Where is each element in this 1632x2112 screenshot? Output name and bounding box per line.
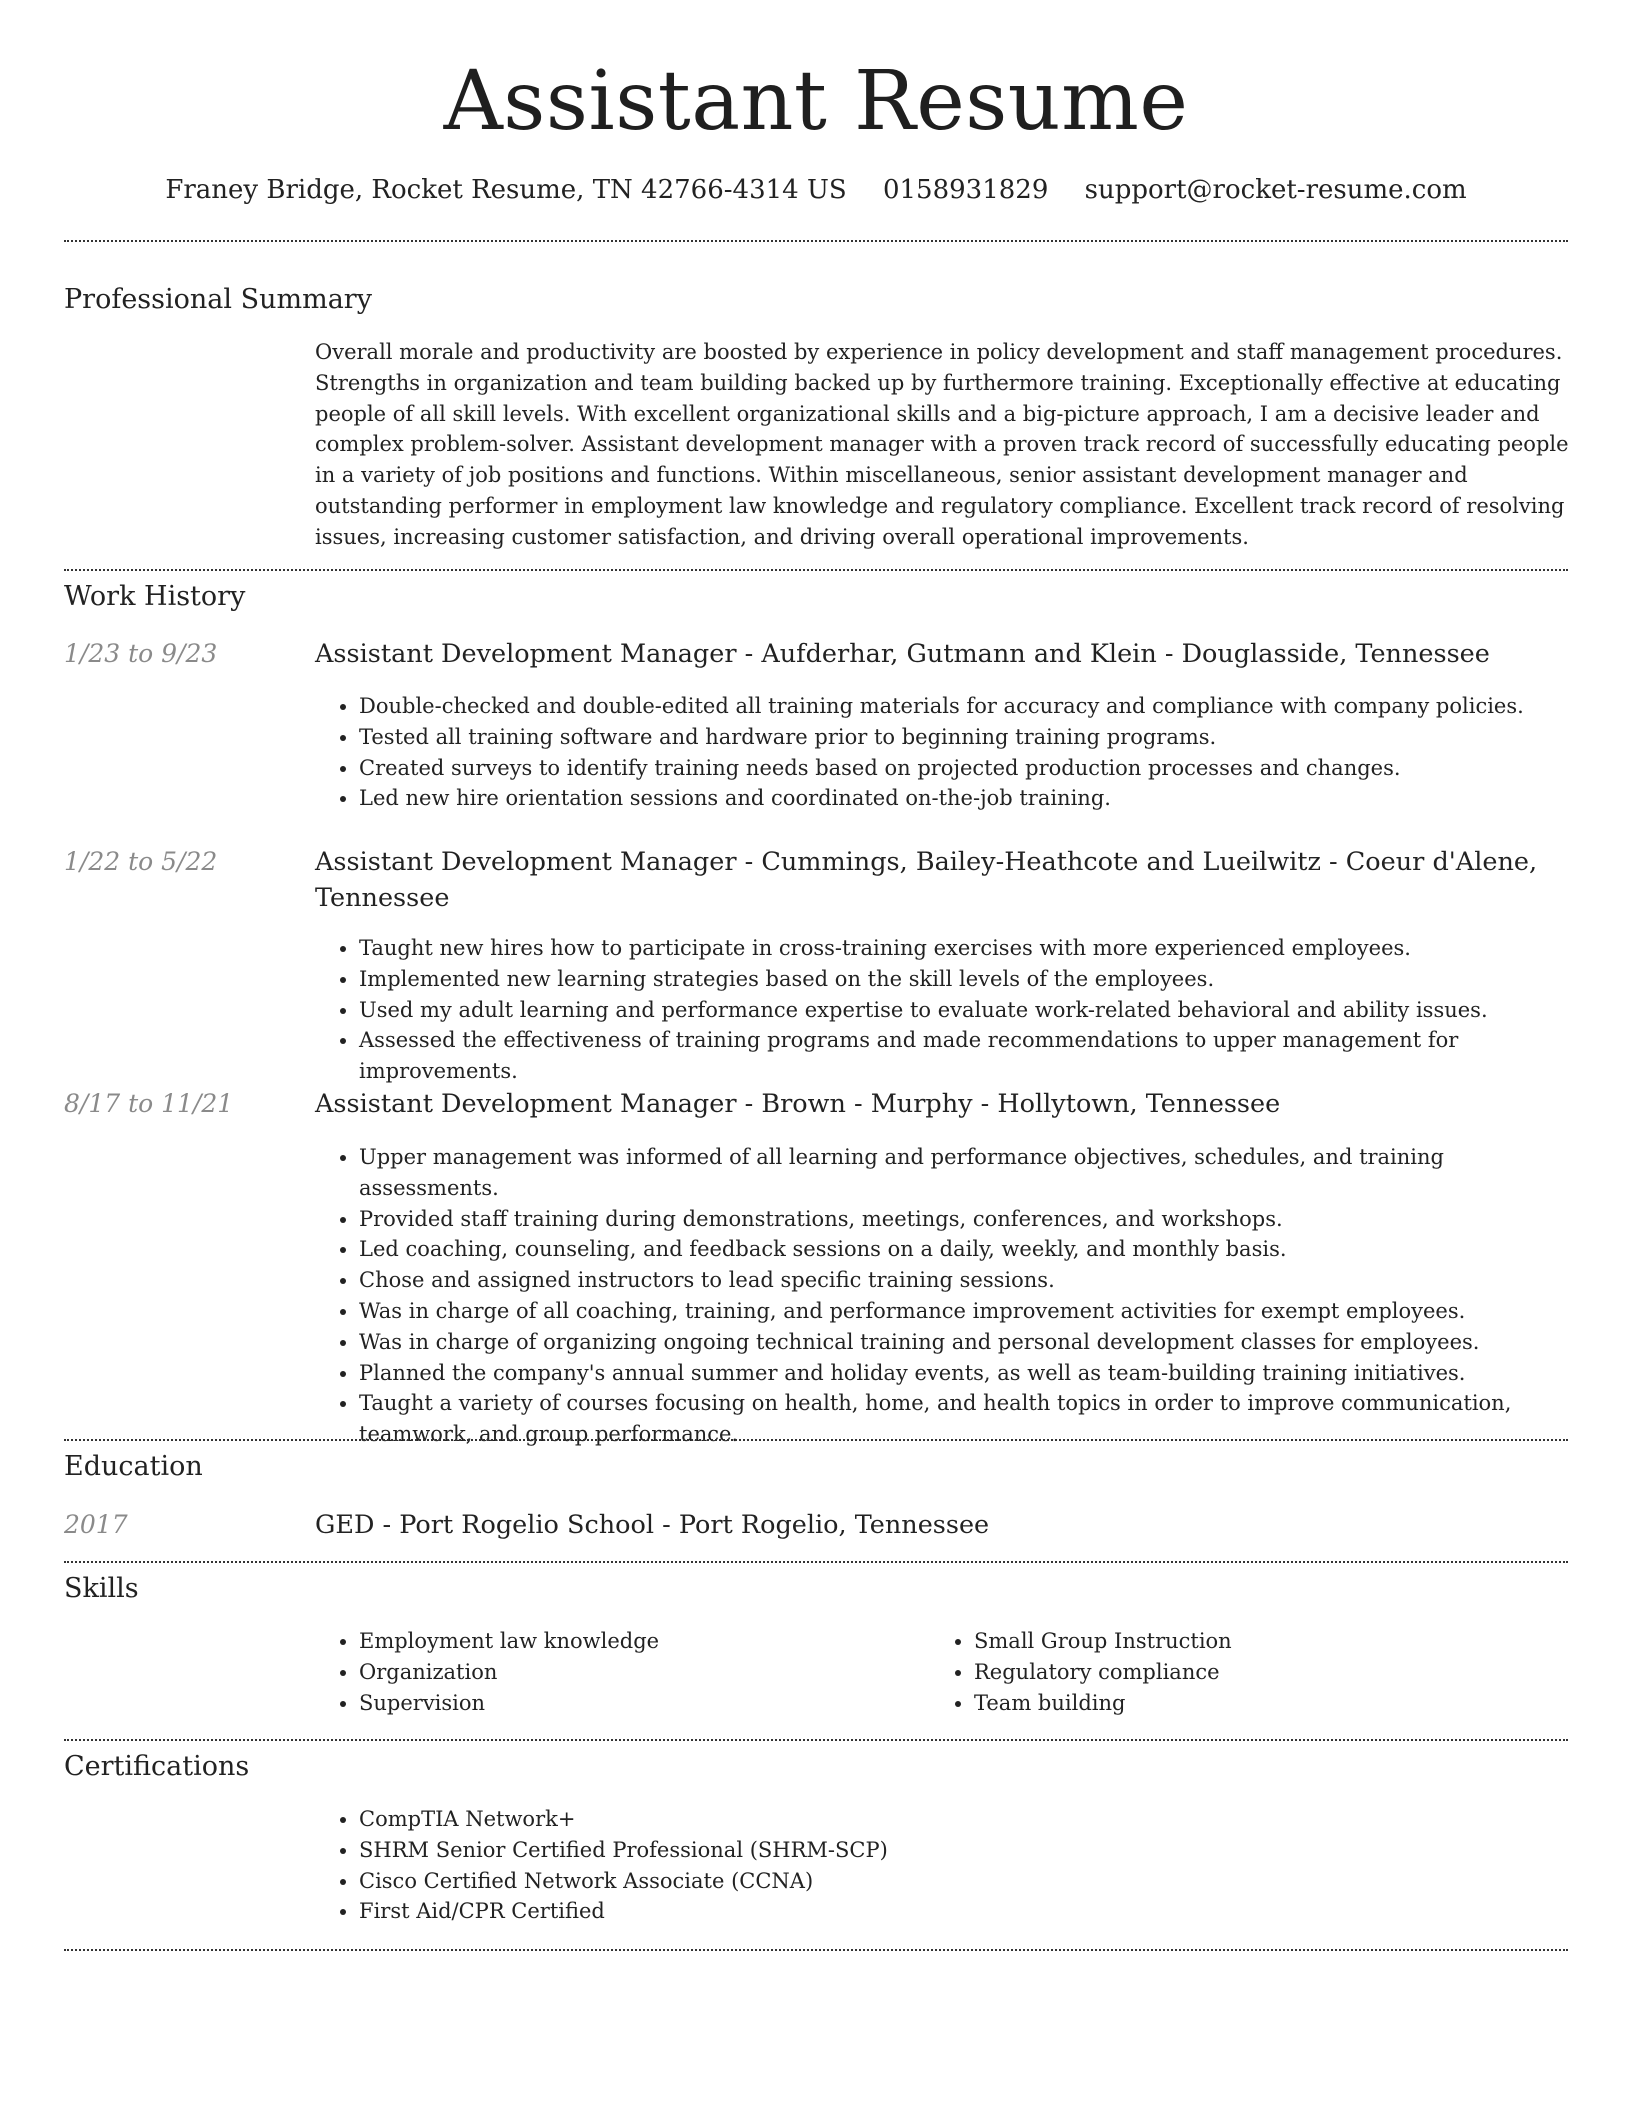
job-dates: 8/17 to 11/21 [64, 1089, 234, 1118]
job-dates: 1/22 to 5/22 [64, 847, 218, 876]
section-title-skills: Skills [64, 1573, 139, 1604]
summary-text: Overall morale and productivity are boosted by experience in policy development and staff management procedures. Strengths in organization and team building backed up by furthermore training. Exceptionally effective at educating people of all skill levels. With excellent organizational skills and a big-picture approach, I am a decisive leader and complex problem-solver. Assistant development manager with a proven track record of successfully educating people in a variety of job positions and functions. Within miscellaneous, senior assistant development manager and outstanding performer in employment law knowledge and regulatory compliance. Excellent track record of resolving issues, increasing customer satisfaction, and driving overall operational improvements. [315, 340, 1569, 549]
job-bullet: • Upper management was informed of all learning and performance objectives, schedules, and training assessments. [359, 1142, 1529, 1204]
job-title: Assistant Development Manager - Cummings, Bailey-Heathcote and Lueilwitz - Coeur d'Alene, Tennessee [315, 847, 1538, 913]
job-bullets [315, 1142, 1529, 1450]
job-bullet: • Double-checked and double-edited all training materials for accuracy and compliance with company policies. [359, 691, 1568, 722]
divider [64, 1949, 1568, 1951]
job-dates: 1/23 to 9/23 [64, 639, 218, 668]
contact-phone: 0158931829 [882, 175, 1049, 205]
education-year: 2017 [64, 1510, 128, 1539]
skill-item: • Supervision [359, 1688, 919, 1719]
job-title: Assistant Development Manager - Aufderhar, Gutmann and Klein - Douglasside, Tennessee [315, 639, 1490, 669]
job-bullet: • Was in charge of organizing ongoing technical training and personal development classes for employees. [359, 1327, 1529, 1358]
certification-item: • CompTIA Network+ [359, 1804, 1559, 1835]
section-title-work-history: Work History [64, 581, 246, 612]
resume-name: Assistant Resume [443, 54, 1189, 149]
certification-item: • First Aid/CPR Certified [359, 1896, 1559, 1927]
skill-item: • Team building [974, 1688, 1534, 1719]
job-bullets [315, 691, 1568, 814]
job-bullet: • Taught a variety of courses focusing on health, home, and health topics in order to improve communication, teamwork, and group performance. [359, 1388, 1529, 1450]
job-bullet: • Planned the company's annual summer and holiday events, as well as team-building training initiatives. [359, 1358, 1529, 1389]
divider [64, 240, 1568, 242]
job-bullet: • Provided staff training during demonstrations, meetings, conferences, and workshops. [359, 1204, 1529, 1235]
skills-list-left [315, 1626, 919, 1718]
divider [64, 1561, 1568, 1563]
job-bullet: • Chose and assigned instructors to lead specific training sessions. [359, 1265, 1529, 1296]
certifications-list [315, 1804, 1559, 1927]
divider [64, 569, 1568, 571]
job-bullet: • Led coaching, counseling, and feedback sessions on a daily, weekly, and monthly basis. [359, 1234, 1529, 1265]
contact-email: support@rocket-resume.com [1084, 175, 1467, 205]
job-bullet: • Assessed the effectiveness of training programs and made recommendations to upper management for improvements. [359, 1025, 1574, 1087]
section-title-summary: Professional Summary [64, 284, 372, 315]
skill-item: • Organization [359, 1657, 919, 1688]
section-title-certifications: Certifications [64, 1751, 250, 1782]
contact-line [64, 172, 1568, 208]
job-bullet: • Used my adult learning and performance expertise to evaluate work-related behavioral and ability issues. [359, 995, 1574, 1026]
skill-item: • Employment law knowledge [359, 1626, 919, 1657]
skill-item: • Small Group Instruction [974, 1626, 1534, 1657]
skills-list-right [930, 1626, 1534, 1718]
education-entry: GED - Port Rogelio School - Port Rogelio, Tennessee [315, 1510, 990, 1540]
job-bullet: • Implemented new learning strategies based on the skill levels of the employees. [359, 964, 1574, 995]
job-bullet: • Tested all training software and hardware prior to beginning training programs. [359, 722, 1568, 753]
job-bullet: • Taught new hires how to participate in cross-training exercises with more experienced employees. [359, 933, 1574, 964]
job-title: Assistant Development Manager - Brown - Murphy - Hollytown, Tennessee [315, 1089, 1281, 1119]
certification-item: • SHRM Senior Certified Professional (SHRM-SCP) [359, 1835, 1559, 1866]
job-bullets [315, 933, 1574, 1087]
job-bullet: • Was in charge of all coaching, training, and performance improvement activities for exempt employees. [359, 1296, 1529, 1327]
divider [64, 1739, 1568, 1741]
section-title-education: Education [64, 1451, 203, 1482]
contact-address: Franey Bridge, Rocket Resume, TN 42766-4314 US [165, 175, 847, 205]
job-bullet: • Led new hire orientation sessions and coordinated on-the-job training. [359, 783, 1568, 814]
divider [64, 1439, 1568, 1441]
skill-item: • Regulatory compliance [974, 1657, 1534, 1688]
job-bullet: • Created surveys to identify training needs based on projected production processes and changes. [359, 753, 1568, 784]
certification-item: • Cisco Certified Network Associate (CCNA) [359, 1866, 1559, 1897]
